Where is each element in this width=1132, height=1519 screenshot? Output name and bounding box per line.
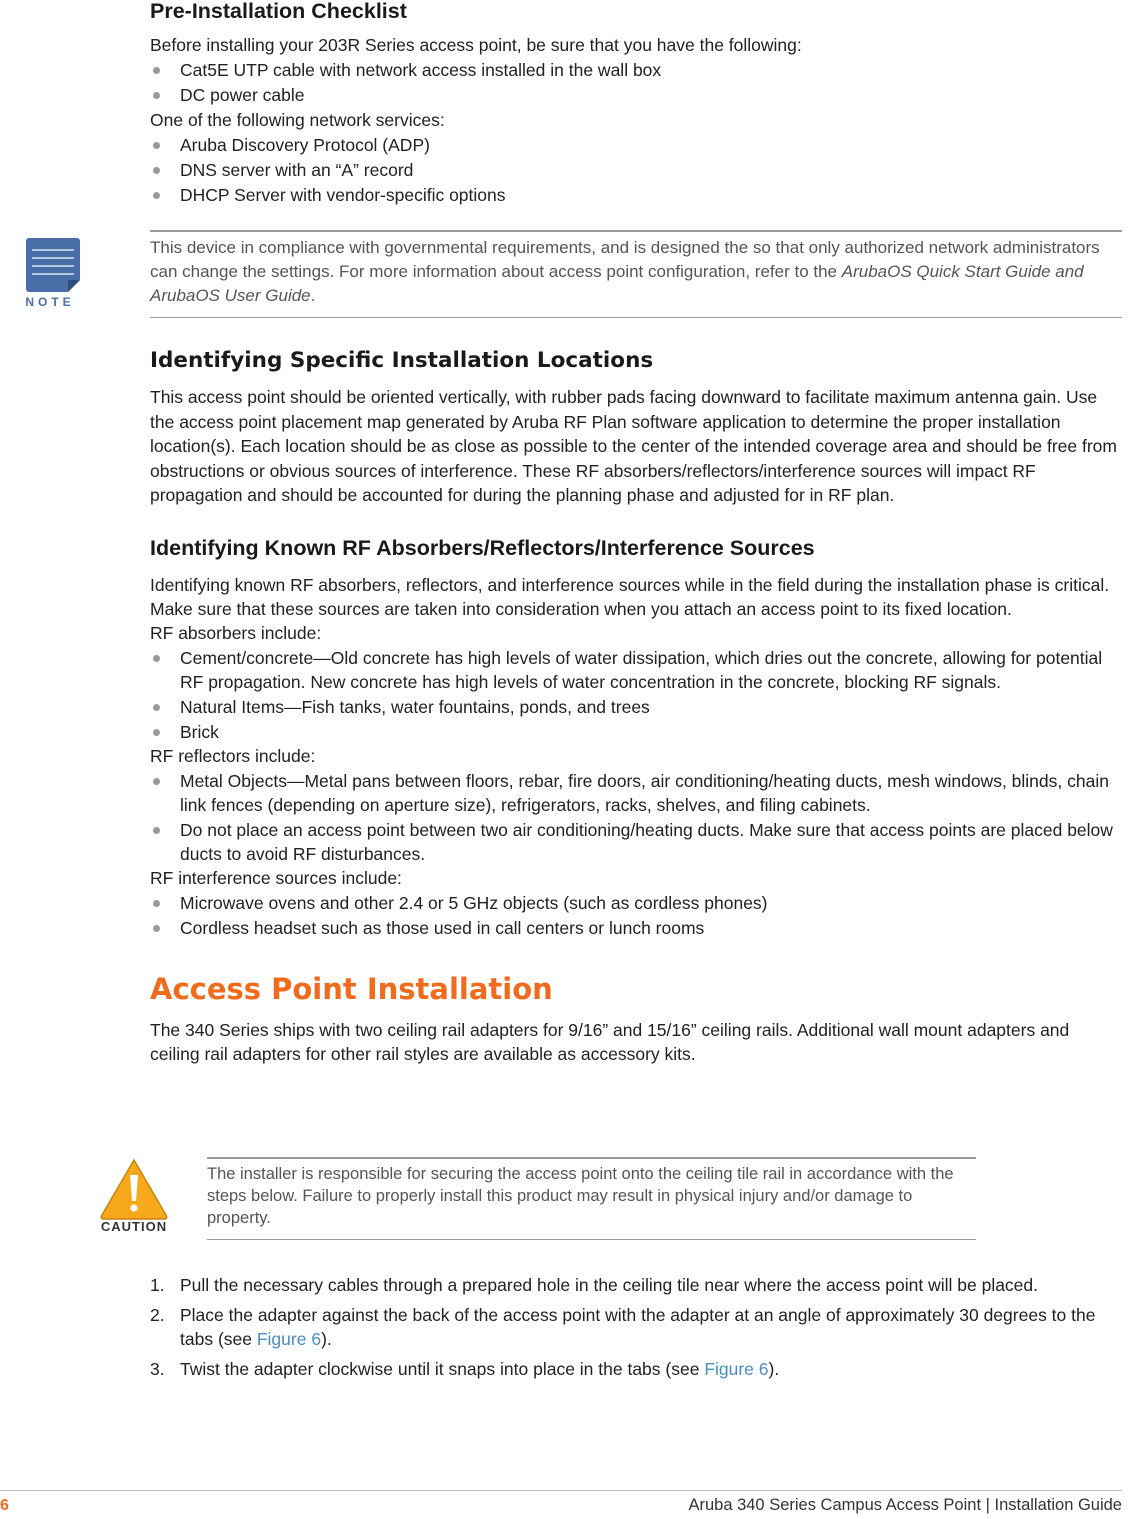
absorbers-list: [150, 646, 1122, 744]
absorbers-label: RF absorbers include:: [150, 622, 322, 643]
note-text: [150, 236, 1122, 308]
pre-install-heading: Pre-Installation Checklist: [150, 0, 407, 23]
list-item: Microwave ovens and other 2.4 or 5 GHz objects (such as cordless phones): [150, 891, 1122, 915]
checklist-list: [150, 58, 1122, 107]
figure-link[interactable]: Figure 6: [704, 1359, 769, 1379]
services-list: [150, 133, 1122, 207]
step-end: ).: [321, 1329, 332, 1349]
note-end: .: [310, 286, 316, 305]
caution-box: [100, 1157, 976, 1240]
list-item: Metal Objects—Metal pans between floors, rebar, fire doors, air conditioning/heating ducts, mesh windows, blinds, chain link fences (depending on aperture size), refrigerators, racks, shelves, and filing cabinets.: [150, 769, 1122, 817]
caution-text: The installer is responsible for securing the access point onto the ceiling tile rail in accordance with the steps below. Failure to properly install this product may result in physical injury and/or damage to property.: [207, 1165, 954, 1227]
list-item: Cat5E UTP cable with network access installed in the wall box: [150, 58, 1122, 82]
reflectors-label: RF reflectors include:: [150, 745, 316, 766]
page-content: [150, 0, 1122, 1066]
note-box: [150, 230, 1122, 318]
step-text: Twist the adapter clockwise until it snaps into place in the tabs (see: [180, 1359, 705, 1379]
list-item: Aruba Discovery Protocol (ADP): [150, 133, 1122, 157]
steps-list: [150, 1273, 1122, 1381]
step-text: Place the adapter against the back of the access point with the adapter at an angle of approximately 30 degrees to the tabs (see: [180, 1305, 1096, 1349]
step-text: Pull the necessary cables through a prepared hole in the ceiling tile near where the access point will be placed.: [180, 1275, 1039, 1295]
step-item: [150, 1273, 1122, 1297]
step-number: 3.: [150, 1359, 165, 1379]
figure-link[interactable]: Figure 6: [256, 1329, 322, 1349]
note-italic-ref: ArubaOS Quick Start Guide and ArubaOS User Guide: [150, 262, 1084, 305]
list-item: DHCP Server with vendor-specific options: [150, 183, 1122, 207]
caution-icon-label: CAUTION: [100, 1219, 168, 1233]
list-item: DNS server with an “A” record: [150, 158, 1122, 182]
steps-container: [150, 1273, 1122, 1387]
list-item: Natural Items—Fish tanks, water fountains, ponds, and trees: [150, 695, 1122, 719]
rf-body: Identifying known RF absorbers, reflectors, and interference sources while in the field during the installation phase is critical. Make sure that these sources are taken into consideration when you attach an access point to its fixed location.: [150, 574, 1110, 619]
step-item: [150, 1303, 1122, 1351]
list-item: Cordless headset such as those used in call centers or lunch rooms: [150, 916, 1122, 940]
list-item: Cement/concrete—Old concrete has high levels of water dissipation, which dries out the concrete, allowing for potential RF propagation. New concrete has high levels of water concentration in the concrete, blocking RF signals.: [150, 646, 1122, 694]
installation-heading: Access Point Installation: [150, 971, 553, 1006]
page-footer: [0, 1490, 1122, 1514]
note-icon-label: NOTE: [25, 295, 75, 308]
reflectors-list: [150, 769, 1122, 866]
note-icon: [20, 236, 84, 308]
note-body: This device in compliance with governmental requirements, and is designed the so that only authorized network administrators can change the settings. For more information about access point configuration, refer to the: [150, 238, 1100, 281]
caution-icon: [95, 1157, 173, 1233]
step-end: ).: [768, 1359, 780, 1379]
list-item: DC power cable: [150, 83, 1122, 107]
locations-heading: Identifying Specific Installation Locations: [150, 348, 654, 373]
installation-body: The 340 Series ships with two ceiling rail adapters for 9/16” and 15/16” ceiling rails. Additional wall mount adapters and ceiling rail adapters for other rail styles are available as accessory kits.: [150, 1019, 1070, 1064]
locations-body: This access point should be oriented vertically, with rubber pads facing downward to facilitate maximum antenna gain. Use the access point placement map generated by Aruba RF Plan software application to determine the proper installation location(s). Each location should be as close as possible to the center of the intended coverage area and should be free from obstructions or obvious sources of interference. These RF absorbers/reflectors/interference sources will impact RF propagation and should be accounted for during the planning phase and adjusted for in RF plan.: [150, 387, 1117, 505]
interference-label: RF interference sources include:: [150, 867, 402, 888]
step-number: 2.: [150, 1305, 165, 1325]
list-item: Brick: [150, 720, 1122, 744]
page-number: 6: [0, 1497, 9, 1514]
pre-install-intro: Before installing your 203R Series access point, be sure that you have the following:: [150, 35, 802, 55]
list-item: Do not place an access point between two air conditioning/heating ducts. Make sure that access points are placed below ducts to avoid RF disturbances.: [150, 818, 1122, 866]
step-item: [150, 1357, 1122, 1381]
step-number: 1.: [150, 1275, 165, 1295]
rf-heading: Identifying Known RF Absorbers/Reflectors/Interference Sources: [150, 535, 815, 560]
caution-text-box: [207, 1157, 976, 1240]
services-intro: One of the following network services:: [150, 110, 445, 130]
footer-title: Aruba 340 Series Campus Access Point | Installation Guide: [688, 1496, 1122, 1514]
interference-list: [150, 891, 1122, 940]
